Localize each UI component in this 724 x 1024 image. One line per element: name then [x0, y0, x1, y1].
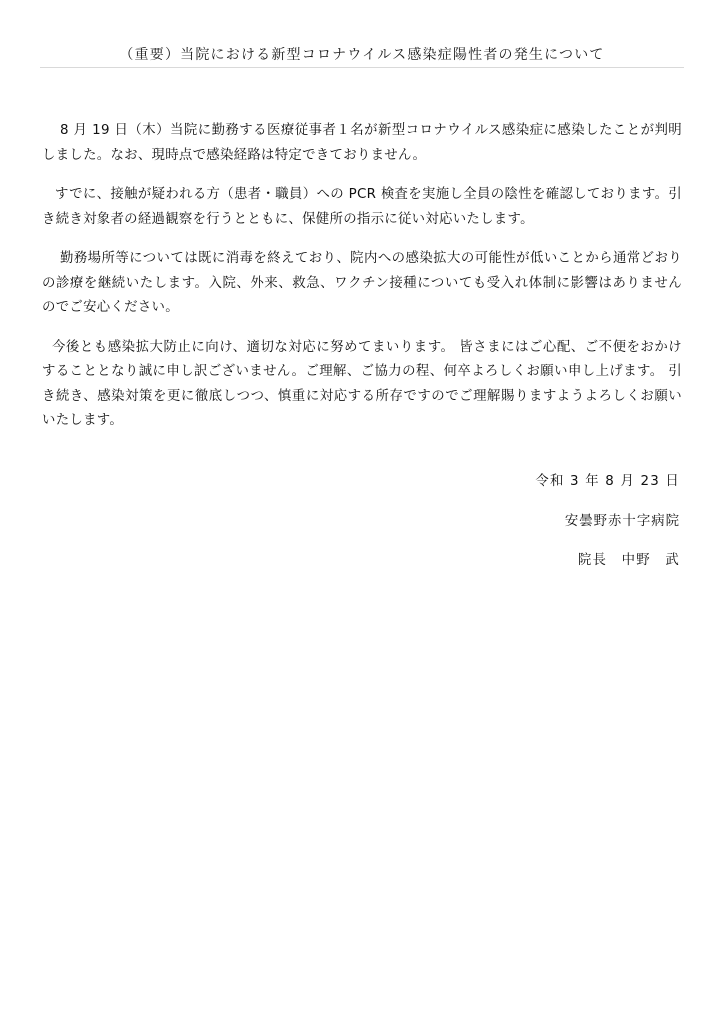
paragraph-apology: 今後とも感染拡大防止に向け、適切な対応に努めてまいります。 皆さまにはご心配、ご不便をおかけすることとなり誠に申し訳ございません。ご理解、ご協力の程、何卒よろしくお願い申し上げます。 引き続き、感染対策を更に徹底しつつ、慎重に対応する所存ですのでご理解賜りますようよろしくお願いいたします。: [42, 339, 682, 428]
signature-hospital: 安曇野赤十字病院: [564, 514, 680, 529]
page-title: （重要）当院における新型コロナウイルス感染症陽性者の発生について: [119, 47, 605, 63]
signature-date: 令和 3 年 8 月 23 日: [535, 474, 680, 489]
signature-director: 院長 中野 武: [577, 553, 680, 568]
title-divider: [40, 67, 684, 68]
notice-body: [42, 119, 682, 434]
paragraph-normal-operations: 勤務場所等については既に消毒を終えており、院内への感染拡大の可能性が低いことから通常どおりの診療を継続いたします。入院、外来、救急、ワクチン接種についても受入れ体制に影響はありませんのでご安心ください。: [42, 251, 682, 315]
paragraph-pcr-testing: すでに、接触が疑われる方（患者・職員）への PCR 検査を実施し全員の陰性を確認しております。引き続き対象者の経過観察を行うとともに、保健所の指示に従い対応いたします。: [42, 187, 682, 227]
paragraph-infection-report: 8 月 19 日（木）当院に勤務する医療従事者１名が新型コロナウイルス感染症に感染したことが判明しました。なお、現時点で感染経路は特定できておりません。: [42, 123, 682, 163]
